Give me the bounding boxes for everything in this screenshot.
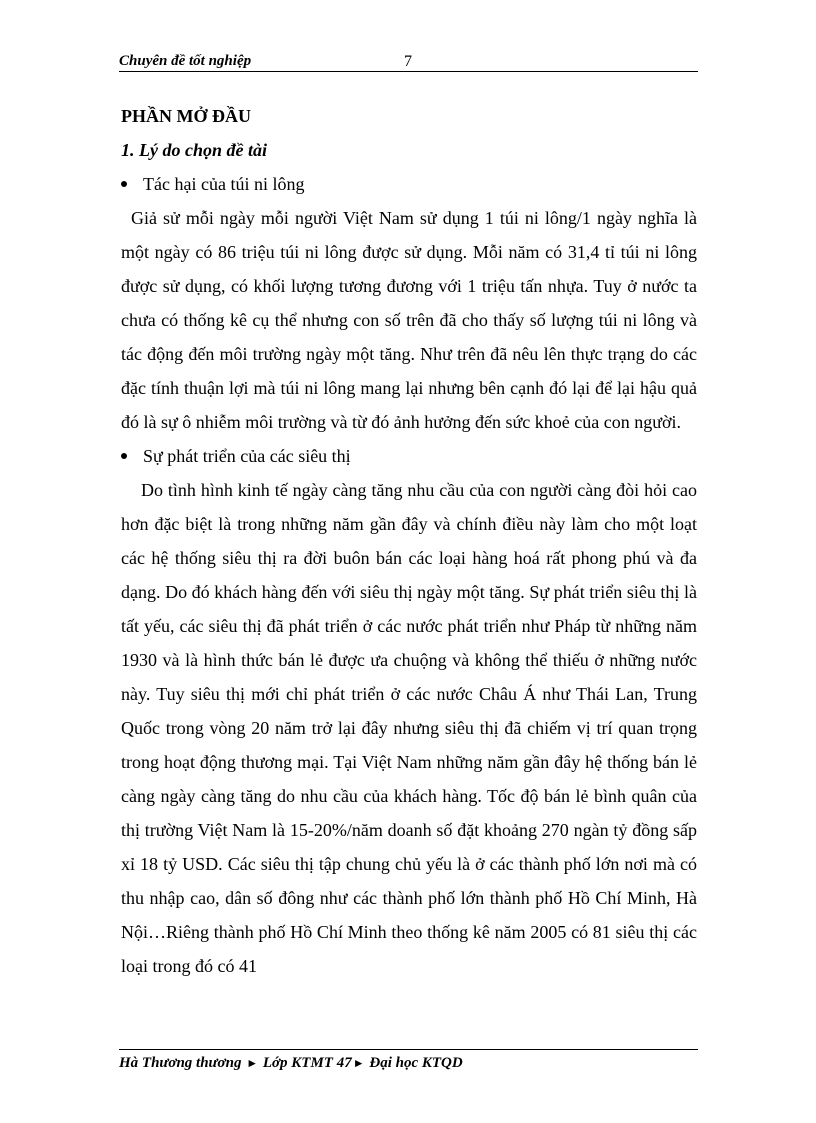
paragraph: Giả sử mỗi ngày mỗi người Việt Nam sử dụng 1 túi ni lông/1 ngày nghĩa là một ngày có 86 triệu túi ni lông được sử dụng. Mỗi năm có 31,4 tỉ túi ni lông được sử dụng, có khối lượng tương đương với 1 triệu tấn nhựa. Tuy ở nước ta chưa có thống kê cụ thể nhưng con số trên đã cho thấy số lượng túi ni lông và tác động đến môi trường ngày một tăng. Như trên đã nêu lên thực trạng do các đặc tính thuận lợi mà túi ni lông mang lại nhưng bên cạnh đó lại để lại hậu quả đó là sự ô nhiễm môi trường và từ đó ảnh hưởng đến sức khoẻ của con người. [121,208,697,432]
arrow-icon: ► [352,1056,365,1070]
paragraph: Do tình hình kinh tế ngày càng tăng nhu cầu của con người càng đòi hỏi cao hơn đặc biệt là trong những năm gần đây và chính điều này làm cho một loạt các hệ thống siêu thị ra đời buôn bán các loại hàng hoá rất phong phú và đa dạng. Do đó khách hàng đến với siêu thị ngày một tăng. Sự phát triển siêu thị là tất yếu, các siêu thị đã phát triển ở các nước phát triển như Pháp từ những năm 1930 và là hình thức bán lẻ được ưa chuộng và không thể thiếu ở những nước này. Tuy siêu thị mới chỉ phát triển ở các nước Châu Á như Thái Lan, Trung Quốc trong vòng 20 năm trở lại đây nhưng siêu thị đã chiếm vị trí quan trọng trong hoạt động thương mại. Tại Việt Nam những năm gần đây hệ thống bán lẻ càng ngày càng tăng do nhu cầu của khách hàng. Tốc độ bán lẻ bình quân của thị trường Việt Nam là 15-20%/năm doanh số đặt khoảng 270 ngàn tỷ đồng sấp xỉ 18 tỷ USD. Các siêu thị tập chung chủ yếu là ở các thành phố lớn nơi mà có thu nhập cao, dân số đông như các thành phố lớn thành phố Hồ Chí Minh, Hà Nội…Riêng thành phố Hồ Chí Minh theo thống kê năm 2005 có 81 siêu thị các loại trong đó có 41 [121,480,697,976]
bullet-text: Tác hại của túi ni lông [143,174,305,194]
bullet-icon [121,453,127,459]
page-number: 7 [404,53,412,70]
bullet-text: Sự phát triển của các siêu thị [143,446,351,466]
footer-author: Hà Thương thương [119,1055,242,1071]
bullet-icon [121,181,127,187]
bullet-item [121,439,697,473]
page-header [119,52,698,72]
chapter-heading: PHẦN MỞ ĐẦU [121,106,251,126]
page-body [121,99,697,983]
page-footer [119,1049,698,1072]
bullet-item [121,167,697,201]
footer-class: Lớp KTMT 47 [262,1055,352,1071]
arrow-icon: ► [246,1056,259,1070]
footer-university: Đại học KTQD [369,1055,463,1071]
header-title: Chuyên đề tốt nghiệp [119,53,252,69]
section-title: 1. Lý do chọn đề tài [121,140,267,160]
